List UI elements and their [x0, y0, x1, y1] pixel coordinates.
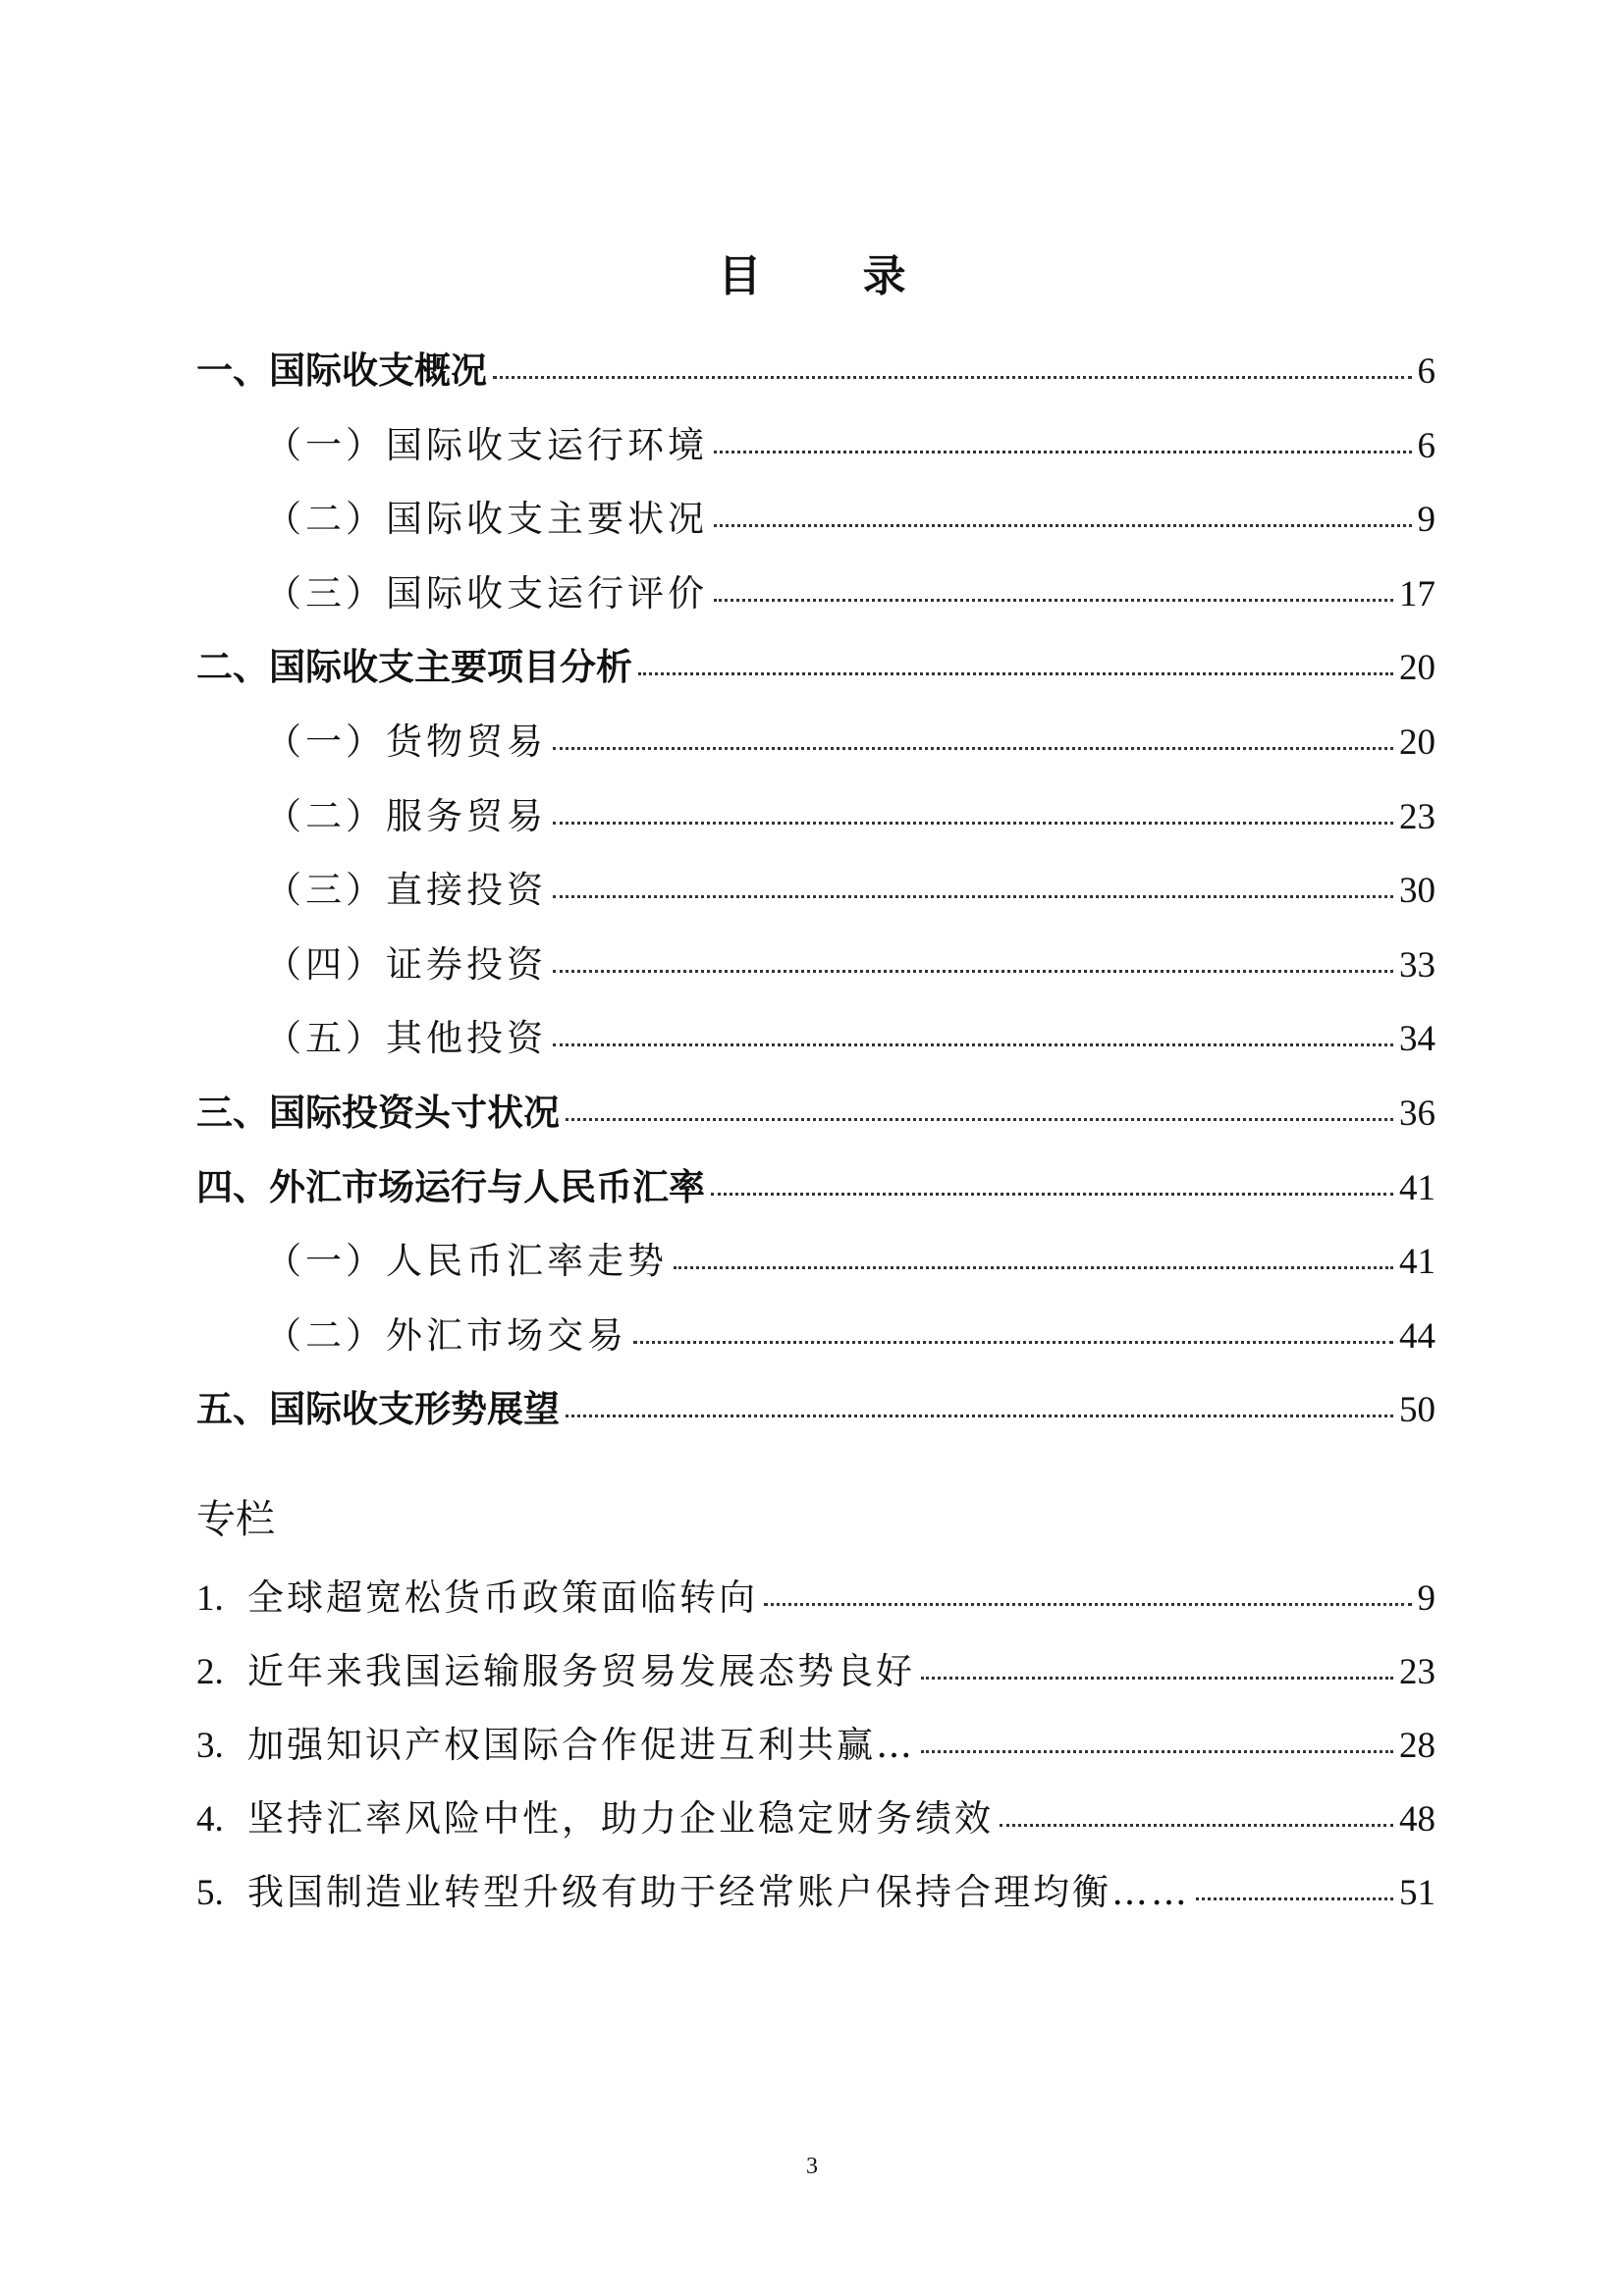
- toc-entry[interactable]: [196, 482, 1435, 557]
- dot-leader: [553, 822, 1393, 825]
- dot-leader: [714, 524, 1412, 527]
- toc-entry[interactable]: [196, 1372, 1435, 1447]
- column-entry[interactable]: [196, 1782, 1435, 1855]
- toc-entry[interactable]: [196, 705, 1435, 779]
- column-entry-label: 坚持汇率风险中性，助力企业稳定财务绩效: [247, 1797, 994, 1840]
- dot-leader: [633, 1341, 1393, 1344]
- toc-entry[interactable]: [196, 1224, 1435, 1299]
- column-entry-page: 28: [1399, 1726, 1435, 1766]
- column-entry-label: 近年来我国运输服务贸易发展态势良好: [247, 1650, 915, 1692]
- dot-leader: [921, 1750, 1393, 1753]
- toc-entry-label: 四、外汇市场运行与人民币汇率: [196, 1165, 705, 1208]
- dot-leader: [764, 1603, 1412, 1606]
- column-entry[interactable]: [196, 1708, 1435, 1782]
- dot-leader: [638, 672, 1393, 675]
- toc-entry[interactable]: [196, 1076, 1435, 1150]
- page-title: 目 录: [718, 251, 949, 301]
- toc-entry[interactable]: [196, 408, 1435, 483]
- toc-entry-label: （二）外汇市场交易: [265, 1313, 627, 1357]
- dot-leader: [1196, 1897, 1393, 1900]
- toc-entry-page: 34: [1399, 1019, 1435, 1060]
- toc-entry-page: 23: [1399, 796, 1435, 837]
- column-entry[interactable]: [196, 1855, 1435, 1929]
- toc-entry-label: （二）服务贸易: [265, 794, 547, 837]
- page-number: 3: [806, 2154, 818, 2179]
- dot-leader: [921, 1677, 1393, 1680]
- table-of-contents: [196, 334, 1435, 1447]
- toc-entry[interactable]: [196, 557, 1435, 631]
- toc-entry[interactable]: [196, 1150, 1435, 1225]
- column-entry-page: 51: [1399, 1873, 1435, 1913]
- toc-entry-page: 6: [1417, 351, 1435, 392]
- dot-leader: [711, 1193, 1393, 1196]
- toc-entry-page: 33: [1399, 944, 1435, 986]
- toc-entry-page: 9: [1417, 500, 1435, 541]
- dot-leader: [566, 1415, 1393, 1417]
- toc-entry-page: 6: [1417, 425, 1435, 466]
- toc-entry-page: 17: [1399, 573, 1435, 614]
- toc-entry-label: 三、国际投资头寸状况: [196, 1091, 560, 1134]
- toc-entry-page: 50: [1399, 1390, 1435, 1431]
- toc-entry-label: （四）证券投资: [265, 942, 547, 986]
- toc-entry[interactable]: [196, 334, 1435, 408]
- toc-entry-label: （五）其他投资: [265, 1017, 547, 1060]
- column-entry-number: 2.: [196, 1652, 224, 1692]
- toc-entry-page: 41: [1399, 1242, 1435, 1283]
- dot-leader: [566, 1118, 1393, 1121]
- column-entry-number: 5.: [196, 1873, 224, 1913]
- toc-entry-label: 一、国际收支概况: [196, 349, 487, 392]
- column-entry-number: 3.: [196, 1726, 224, 1766]
- column-entry-number: 4.: [196, 1799, 224, 1840]
- toc-entry-label: （三）国际收支运行评价: [265, 571, 708, 614]
- column-entry-page: 48: [1399, 1799, 1435, 1840]
- toc-entry-label: （一）人民币汇率走势: [265, 1240, 668, 1283]
- dot-leader: [553, 747, 1393, 750]
- toc-entry[interactable]: [196, 1001, 1435, 1076]
- toc-entry[interactable]: [196, 1299, 1435, 1373]
- toc-entry[interactable]: [196, 928, 1435, 1002]
- column-list: [196, 1561, 1435, 1929]
- toc-entry-page: 20: [1399, 721, 1435, 763]
- columns-heading: 专栏: [196, 1497, 275, 1542]
- column-entry-label: 我国制造业转型升级有助于经常账户保持合理均衡……: [247, 1871, 1190, 1913]
- column-entry-page: 23: [1399, 1652, 1435, 1692]
- dot-leader: [553, 1043, 1393, 1046]
- toc-entry-label: （一）货物贸易: [265, 720, 547, 763]
- toc-entry-page: 44: [1399, 1315, 1435, 1357]
- toc-entry-page: 41: [1399, 1167, 1435, 1208]
- dot-leader: [553, 970, 1393, 973]
- column-entry[interactable]: [196, 1561, 1435, 1634]
- dot-leader: [553, 895, 1393, 898]
- toc-entry-page: 20: [1399, 648, 1435, 689]
- toc-entry-label: （二）国际收支主要状况: [265, 498, 708, 541]
- toc-entry[interactable]: [196, 853, 1435, 928]
- toc-entry-label: 五、国际收支形势展望: [196, 1388, 560, 1431]
- toc-entry-page: 30: [1399, 871, 1435, 912]
- column-entry-label: 全球超宽松货币政策面临转向: [247, 1576, 758, 1619]
- dot-leader: [714, 451, 1412, 454]
- toc-entry-label: （三）直接投资: [265, 869, 547, 912]
- column-entry-page: 9: [1417, 1578, 1435, 1619]
- dot-leader: [714, 599, 1393, 602]
- column-entry-label: 加强知识产权国际合作促进互利共赢…: [247, 1724, 915, 1766]
- toc-entry-label: 二、国际收支主要项目分析: [196, 646, 632, 689]
- dot-leader: [493, 376, 1412, 379]
- toc-entry[interactable]: [196, 779, 1435, 854]
- toc-entry[interactable]: [196, 630, 1435, 705]
- toc-entry-label: （一）国际收支运行环境: [265, 423, 708, 466]
- column-entry-number: 1.: [196, 1578, 224, 1619]
- toc-entry-page: 36: [1399, 1093, 1435, 1134]
- dot-leader: [1000, 1824, 1393, 1827]
- column-entry[interactable]: [196, 1634, 1435, 1708]
- dot-leader: [674, 1266, 1393, 1269]
